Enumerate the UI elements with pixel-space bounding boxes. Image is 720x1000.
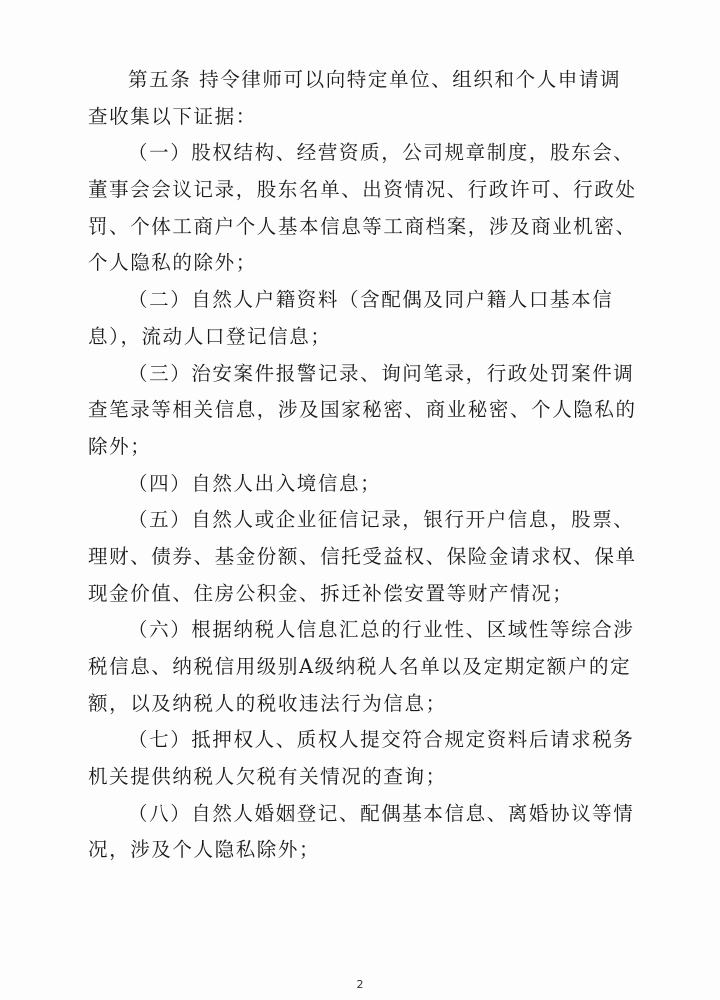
text-line: 董事会会议记录，股东名单、出资情况、行政许可、行政处 <box>88 178 637 202</box>
text-line: （八）自然人婚姻登记、配偶基本信息、离婚协议等情 <box>128 801 635 825</box>
text-line: 息），流动人口登记信息； <box>88 324 332 348</box>
text-line: 现金价值、住房公积金、拆迁补偿安置等财产情况； <box>88 581 574 605</box>
text-line: （二）自然人户籍资料（含配偶及同户籍人口基本信 <box>128 288 614 312</box>
text-line: 机关提供纳税人欠税有关情况的查询； <box>88 765 447 789</box>
text-line: （四）自然人出入境信息； <box>128 471 382 495</box>
text-line: 罚、个体工商户个人基本信息等工商档案，涉及商业机密、 <box>88 214 637 238</box>
text-line: 第五条 持令律师可以向特定单位、组织和个人申请调 <box>128 68 622 91</box>
text-line: 除外； <box>88 434 152 458</box>
text-line: 查收集以下证据： <box>88 104 257 128</box>
text-line: （三）治安案件报警记录、询问笔录，行政处罚案件调 <box>128 361 635 385</box>
text-line: 税信息、纳税信用级别A级纳税人名单以及定期定额户的定 <box>88 655 632 678</box>
text-line: 况，涉及个人隐私除外； <box>88 838 321 862</box>
text-line: （一）股权结构、经营资质，公司规章制度，股东会、 <box>128 141 635 165</box>
text-line: （五）自然人或企业征信记录，银行开户信息，股票、 <box>128 508 635 532</box>
page-number: 2 <box>356 978 364 991</box>
text-line: 查笔录等相关信息，涉及国家秘密、商业秘密、个人隐私的 <box>88 398 637 422</box>
text-line: 个人隐私的除外； <box>88 251 257 275</box>
text-line: 额，以及纳税人的税收违法行为信息； <box>88 691 447 715</box>
text-line: （六）根据纳税人信息汇总的行业性、区域性等综合涉 <box>128 618 635 642</box>
text-line: （七）抵押权人、质权人提交符合规定资料后请求税务 <box>128 728 635 752</box>
document-body <box>88 62 648 869</box>
text-line: 理财、债券、基金份额、信托受益权、保险金请求权、保单 <box>88 544 637 568</box>
